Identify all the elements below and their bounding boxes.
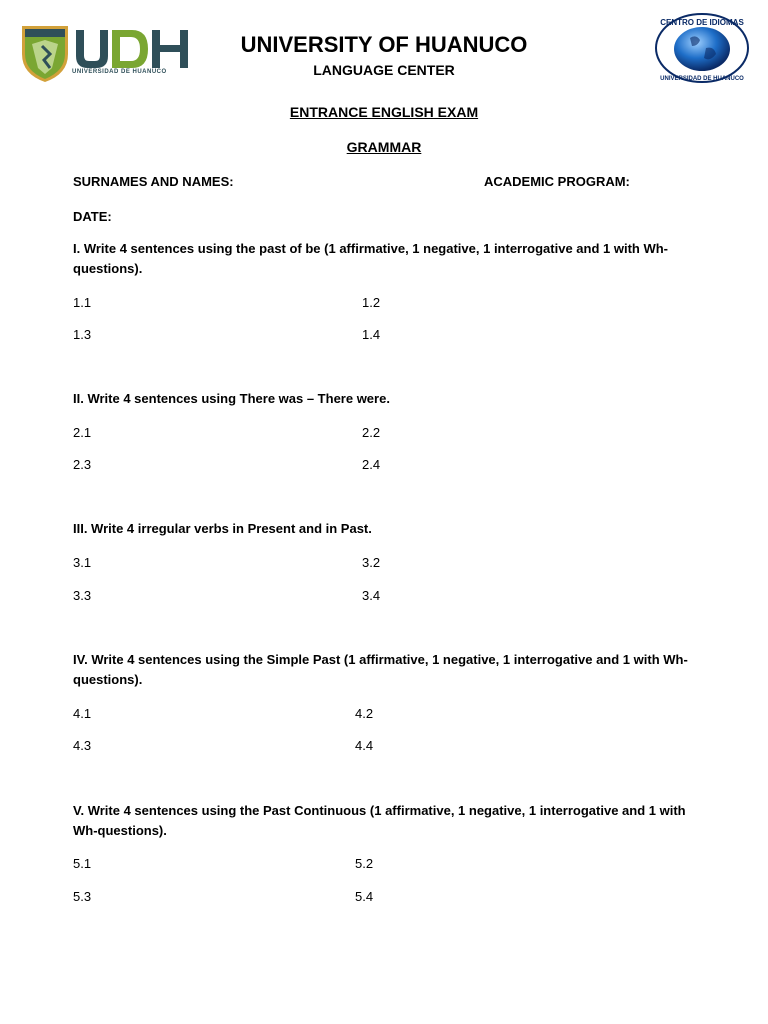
question-1-instruction: I. Write 4 sentences using the past of be (1 affirmative, 1 negative, 1 interrogative and 1 with Wh-questions). [73, 241, 669, 276]
department-title: LANGUAGE CENTER [313, 62, 455, 78]
svg-text:UNIVERSIDAD DE HUANUCO: UNIVERSIDAD DE HUANUCO [660, 76, 744, 82]
answer-item: 3.1 [73, 555, 92, 570]
answer-item: 2.3 [73, 457, 92, 472]
name-field-label: SURNAMES AND NAMES: [73, 174, 234, 189]
university-title: UNIVERSITY OF HUANUCO [240, 32, 528, 57]
answer-item: 2.1 [73, 425, 92, 440]
answer-item: 5.3 [73, 889, 92, 904]
answer-item: 4.4 [355, 738, 374, 753]
answer-item: 4.1 [73, 706, 92, 721]
answer-item: 3.3 [73, 588, 92, 603]
answer-item: 5.1 [73, 856, 92, 871]
question-3-instruction: III. Write 4 irregular verbs in Present and in Past. [73, 521, 372, 536]
answer-item: 2.2 [362, 425, 381, 440]
answer-item: 5.2 [355, 856, 374, 871]
answer-item: 5.4 [355, 889, 374, 904]
answer-item: 4.3 [73, 738, 92, 753]
answer-item: 4.2 [355, 706, 374, 721]
answer-item: 1.4 [362, 327, 381, 342]
answer-item: 1.3 [73, 327, 92, 342]
answer-item: 2.4 [362, 457, 381, 472]
question-2-instruction: II. Write 4 sentences using There was – There were. [73, 391, 390, 406]
answer-item: 3.4 [362, 588, 381, 603]
section-title: GRAMMAR [346, 139, 422, 155]
udh-logo-subtext: UNIVERSIDAD DE HUANUCO [72, 69, 167, 75]
date-field-label: DATE: [73, 209, 112, 224]
exam-title: ENTRANCE ENGLISH EXAM [289, 104, 479, 120]
question-5-instruction: V. Write 4 sentences using the Past Continuous (1 affirmative, 1 negative, 1 interrogative and 1 with Wh-questions). [73, 803, 686, 838]
svg-text:CENTRO DE IDIOMAS: CENTRO DE IDIOMAS [660, 18, 744, 27]
answer-item: 1.1 [73, 295, 92, 310]
program-field-label: ACADEMIC PROGRAM: [484, 174, 630, 189]
answer-item: 1.2 [362, 295, 381, 310]
question-4-instruction: IV. Write 4 sentences using the Simple Past (1 affirmative, 1 negative, 1 interrogative and 1 with Wh-questions). [73, 652, 688, 687]
answer-item: 3.2 [362, 555, 381, 570]
